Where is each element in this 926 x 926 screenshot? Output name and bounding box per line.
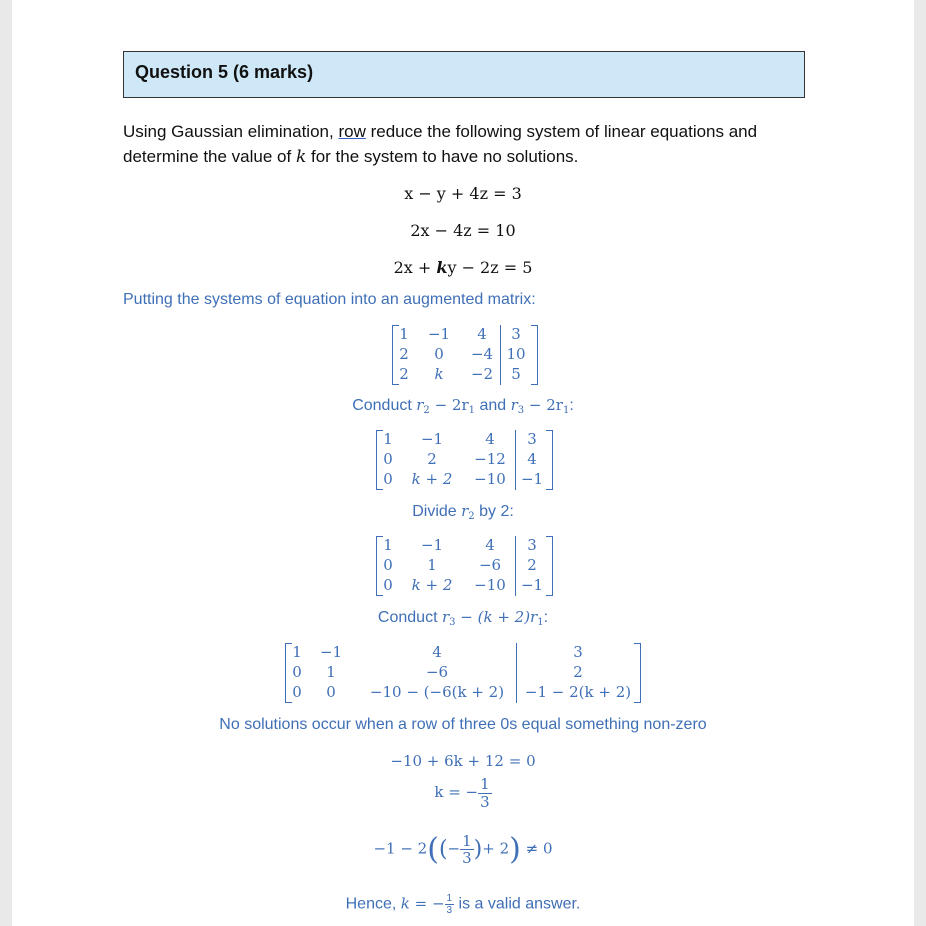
matrix-cell: 4 — [477, 325, 487, 343]
matrix-cell: 0 — [383, 470, 393, 488]
matrix-cell: 3 — [573, 643, 583, 661]
intro-variable: k — [295, 147, 307, 167]
matrix-cell: 2 — [399, 345, 409, 363]
equation-3: 2x + ky − 2z = 5 — [393, 258, 533, 277]
augment-bar — [500, 325, 501, 385]
matrix-cell: 1 — [399, 325, 409, 343]
matrix-cell: 5 — [511, 365, 521, 383]
matrix-cell: −4 — [470, 345, 494, 363]
matrix-cell: 0 — [434, 345, 444, 363]
matrix-cell: 0 — [383, 556, 393, 574]
no-solution-statement: No solutions occur when a row of three 0s equal something non-zero — [219, 716, 707, 733]
equation-1: x − y + 4z = 3 — [404, 184, 522, 203]
matrix-cell: −10 — [474, 470, 506, 488]
matrix-cell: −1 — [420, 430, 444, 448]
intro-text-2: reduce the following system of linear equations and determine the value of — [123, 122, 758, 166]
matrix-cell: −2 — [470, 365, 494, 383]
matrix-cell: −1 — [427, 325, 451, 343]
augmented-matrix-3 — [376, 536, 553, 596]
matrix-cell: 2 — [399, 365, 409, 383]
matrix-cell: 2 — [573, 663, 583, 681]
question-title: Question 5 (6 marks) — [135, 62, 314, 82]
augment-bar — [515, 430, 516, 490]
matrix-cell: k — [434, 365, 444, 383]
matrix-bracket — [531, 325, 538, 385]
matrix-cell: 1 — [326, 663, 336, 681]
matrix-cell: −10 − (−6(k + 2) — [369, 683, 505, 701]
matrix-cell: −6 — [478, 556, 502, 574]
augment-bar — [516, 643, 517, 703]
matrix-cell: 4 — [527, 450, 537, 468]
step-3-label: Conduct $r_3 - (k + 2)r_1$: — [377, 608, 549, 628]
matrix-cell: 1 — [427, 556, 437, 574]
matrix-cell: 10 — [506, 345, 526, 363]
matrix-cell: 3 — [527, 430, 537, 448]
matrix-cell: 4 — [485, 430, 495, 448]
equation-a: −10 + 6k + 12 = 0 — [390, 752, 536, 770]
matrix-cell: k + 2 — [411, 470, 453, 488]
matrix-cell: 1 — [383, 430, 393, 448]
matrix-cell: 4 — [485, 536, 495, 554]
matrix-cell: 0 — [383, 450, 393, 468]
step-2-label: Divide $r_2$ by 2: — [412, 502, 514, 522]
matrix-cell: 1 — [292, 643, 302, 661]
augmented-matrix-4 — [285, 643, 641, 703]
equation-b: k = − $\frac{1}{3}$ — [434, 775, 490, 811]
step-1-label: Conduct $r_2 - 2r_1$ and $r_3 - 2r_1$: — [352, 396, 574, 416]
matrix-cell: −1 — [319, 643, 343, 661]
matrix-cell: 2 — [427, 450, 437, 468]
document-page — [12, 0, 914, 926]
matrix-cell: 1 — [383, 536, 393, 554]
matrix-cell: 4 — [432, 643, 442, 661]
matrix-cell: 3 — [511, 325, 521, 343]
matrix-bracket — [546, 430, 553, 490]
matrix-cell: −1 — [520, 576, 544, 594]
equation-2: 2x − 4z = 10 — [410, 221, 516, 240]
augment-bar — [515, 536, 516, 596]
matrix-cell: −1 − 2(k + 2) — [524, 683, 632, 701]
matrix-cell: k + 2 — [411, 576, 453, 594]
question-header — [123, 51, 805, 98]
matrix-cell: 3 — [527, 536, 537, 554]
question-text — [123, 119, 823, 170]
matrix-cell: −6 — [425, 663, 449, 681]
matrix-cell: 0 — [326, 683, 336, 701]
conclusion: Hence, k = − $\frac{1}{3}$ is a valid answer. — [345, 893, 581, 916]
matrix-bracket — [546, 536, 553, 596]
intro-text-1: Using Gaussian elimination, — [123, 122, 339, 141]
augmented-matrix-2 — [376, 430, 553, 490]
solution-intro: Putting the systems of equation into an augmented matrix: — [123, 291, 536, 308]
matrix-cell: 2 — [527, 556, 537, 574]
matrix-cell: −12 — [474, 450, 506, 468]
matrix-cell: 0 — [292, 683, 302, 701]
intro-underlined-word: row — [338, 122, 366, 141]
matrix-cell: −10 — [474, 576, 506, 594]
matrix-cell: 0 — [292, 663, 302, 681]
equation-c: −1 − 2((− $\frac{1}{3}$ )+ 2) ≠ 0 — [373, 831, 553, 867]
matrix-cell: −1 — [420, 536, 444, 554]
augmented-matrix-1 — [392, 325, 538, 385]
intro-text-3: for the system to have no solutions. — [306, 147, 579, 166]
matrix-cell: −1 — [520, 470, 544, 488]
matrix-cell: 0 — [383, 576, 393, 594]
